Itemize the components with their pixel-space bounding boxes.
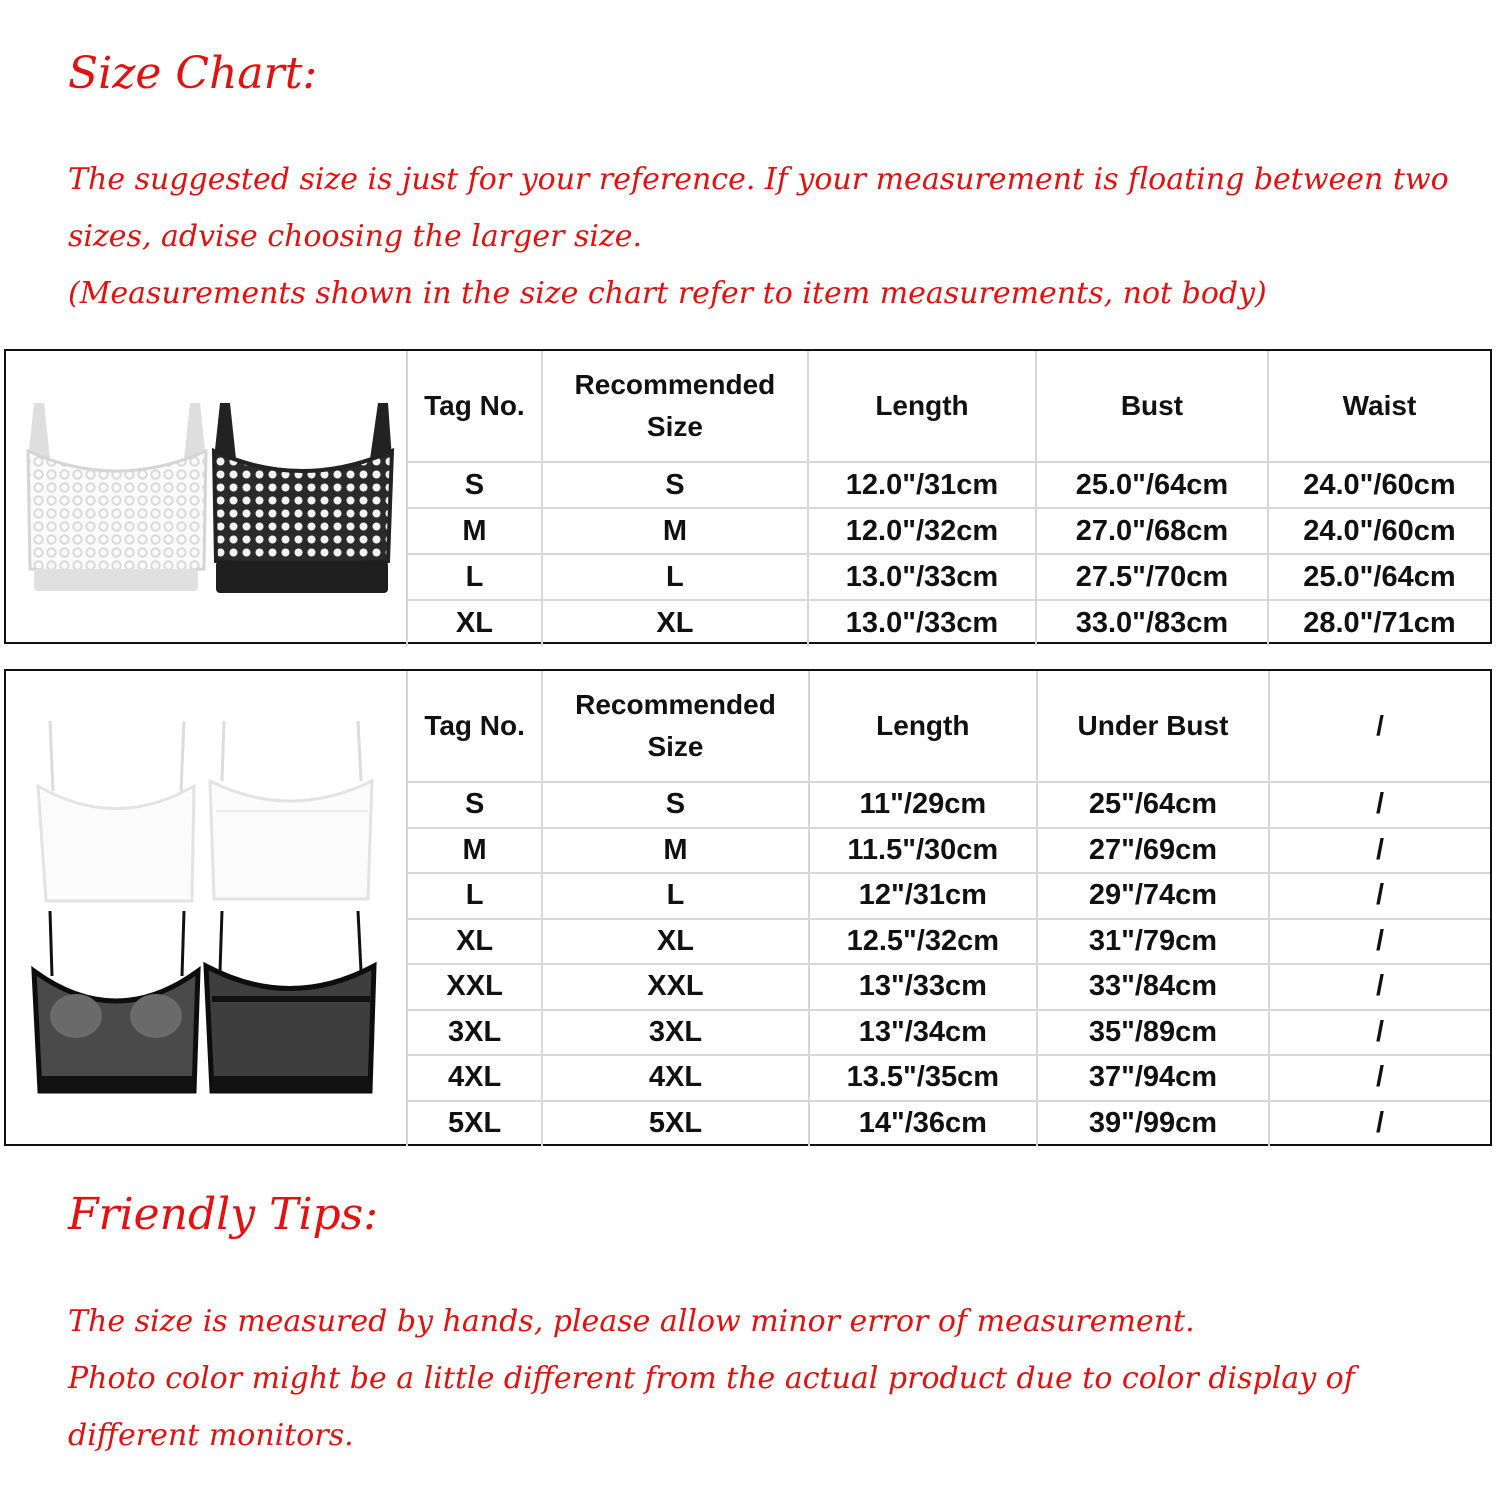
table-row [407,782,1490,828]
black-mesh-crop-top-front [34,911,198,1092]
size-table-panel-2 [4,669,1492,1146]
table-cell: L [407,554,542,600]
header-recommended-size: Recommended Size [542,351,808,462]
table-cell: 27.0"/68cm [1036,508,1268,554]
header-length: Length [809,671,1037,782]
tips-line: Photo color might be a little different from the actual product due to color display of [68,1361,1355,1396]
header-tag-no: Tag No. [407,351,542,462]
table-cell: 27"/69cm [1037,828,1269,874]
table-cell: 12"/31cm [809,873,1037,919]
table-row [407,1101,1490,1147]
table-cell: 39"/99cm [1037,1101,1269,1147]
table-cell: 12.5"/32cm [809,919,1037,965]
table-cell: 35"/89cm [1037,1010,1269,1056]
table-cell: XXL [407,964,542,1010]
table-cell: XL [542,600,808,646]
table-row [407,508,1490,554]
header-under-bust: Under Bust [1037,671,1269,782]
tips-line: different monitors. [68,1418,354,1453]
product-image-mesh [6,671,404,1144]
table-cell: / [1269,1101,1490,1147]
table-cell: 13.0"/33cm [808,554,1036,600]
white-mesh-crop-top-front [38,721,194,901]
table-row [407,964,1490,1010]
product-image-fishnet [6,351,404,642]
table-cell: S [407,462,542,508]
table-cell: 29"/74cm [1037,873,1269,919]
table-cell: 25.0"/64cm [1036,462,1268,508]
table-cell: / [1269,1010,1490,1056]
header-tag-no: Tag No. [407,671,542,782]
table-cell: 5XL [542,1101,808,1147]
table-cell: 31"/79cm [1037,919,1269,965]
table-cell: / [1269,1055,1490,1101]
table-cell: XXL [542,964,808,1010]
table-cell: 12.0"/31cm [808,462,1036,508]
table-cell: M [542,828,808,874]
header-recommended-size: Recommended Size [542,671,808,782]
table-cell: L [542,554,808,600]
table-cell: 13"/34cm [809,1010,1037,1056]
intro-line: (Measurements shown in the size chart refer to item measurements, not body) [68,276,1267,311]
black-mesh-crop-top-back [206,911,374,1092]
table-cell: 5XL [407,1101,542,1147]
table-row [407,462,1490,508]
table-cell: 13.0"/33cm [808,600,1036,646]
table-cell: 4XL [542,1055,808,1101]
table-cell: 12.0"/32cm [808,508,1036,554]
table-cell: S [407,782,542,828]
intro-line: The suggested size is just for your reference. If your measurement is floating between two [68,162,1449,197]
table-cell: 13"/33cm [809,964,1037,1010]
table-cell: / [1269,782,1490,828]
header-empty: / [1269,671,1490,782]
header-length: Length [808,351,1036,462]
table-cell: M [407,828,542,874]
size-table-panel-1 [4,349,1492,644]
table-cell: 37"/94cm [1037,1055,1269,1101]
table-cell: M [407,508,542,554]
size-chart-title: Size Chart: [68,48,318,99]
table-cell: 11"/29cm [809,782,1037,828]
table-cell: L [407,873,542,919]
table-cell: 25.0"/64cm [1268,554,1490,600]
table-cell: XL [542,919,808,965]
table-cell: 25"/64cm [1037,782,1269,828]
table-cell: S [542,782,808,828]
table-cell: XL [407,600,542,646]
table-row [407,1055,1490,1101]
table-cell: M [542,508,808,554]
table-cell: 24.0"/60cm [1268,462,1490,508]
table-cell: 28.0"/71cm [1268,600,1490,646]
table-cell: / [1269,873,1490,919]
header-waist: Waist [1268,351,1490,462]
intro-text [68,151,1449,322]
table-cell: / [1269,828,1490,874]
table-cell: S [542,462,808,508]
table-cell: / [1269,919,1490,965]
table-cell: 3XL [407,1010,542,1056]
white-mesh-crop-top-back [210,721,372,899]
tips-text [68,1293,1355,1464]
size-table-1 [406,351,1490,646]
table-row [407,919,1490,965]
table-cell: 27.5"/70cm [1036,554,1268,600]
table-cell: L [542,873,808,919]
table-cell: 33"/84cm [1037,964,1269,1010]
friendly-tips-title: Friendly Tips: [68,1189,379,1240]
table-row [407,873,1490,919]
table-cell: 14"/36cm [809,1101,1037,1147]
white-fishnet-crop-top [28,403,206,591]
table-row [407,600,1490,646]
table-row [407,828,1490,874]
intro-line: sizes, advise choosing the larger size. [68,219,643,254]
table-cell: XL [407,919,542,965]
table-cell: 3XL [542,1010,808,1056]
table-cell: 13.5"/35cm [809,1055,1037,1101]
table-cell: 11.5"/30cm [809,828,1037,874]
table-cell: 24.0"/60cm [1268,508,1490,554]
table-cell: 33.0"/83cm [1036,600,1268,646]
tips-line: The size is measured by hands, please allow minor error of measurement. [68,1304,1195,1339]
table-row [407,1010,1490,1056]
black-fishnet-crop-top [214,403,392,593]
table-row [407,554,1490,600]
size-table-2 [406,671,1490,1146]
header-bust: Bust [1036,351,1268,462]
table-cell: / [1269,964,1490,1010]
table-cell: 4XL [407,1055,542,1101]
